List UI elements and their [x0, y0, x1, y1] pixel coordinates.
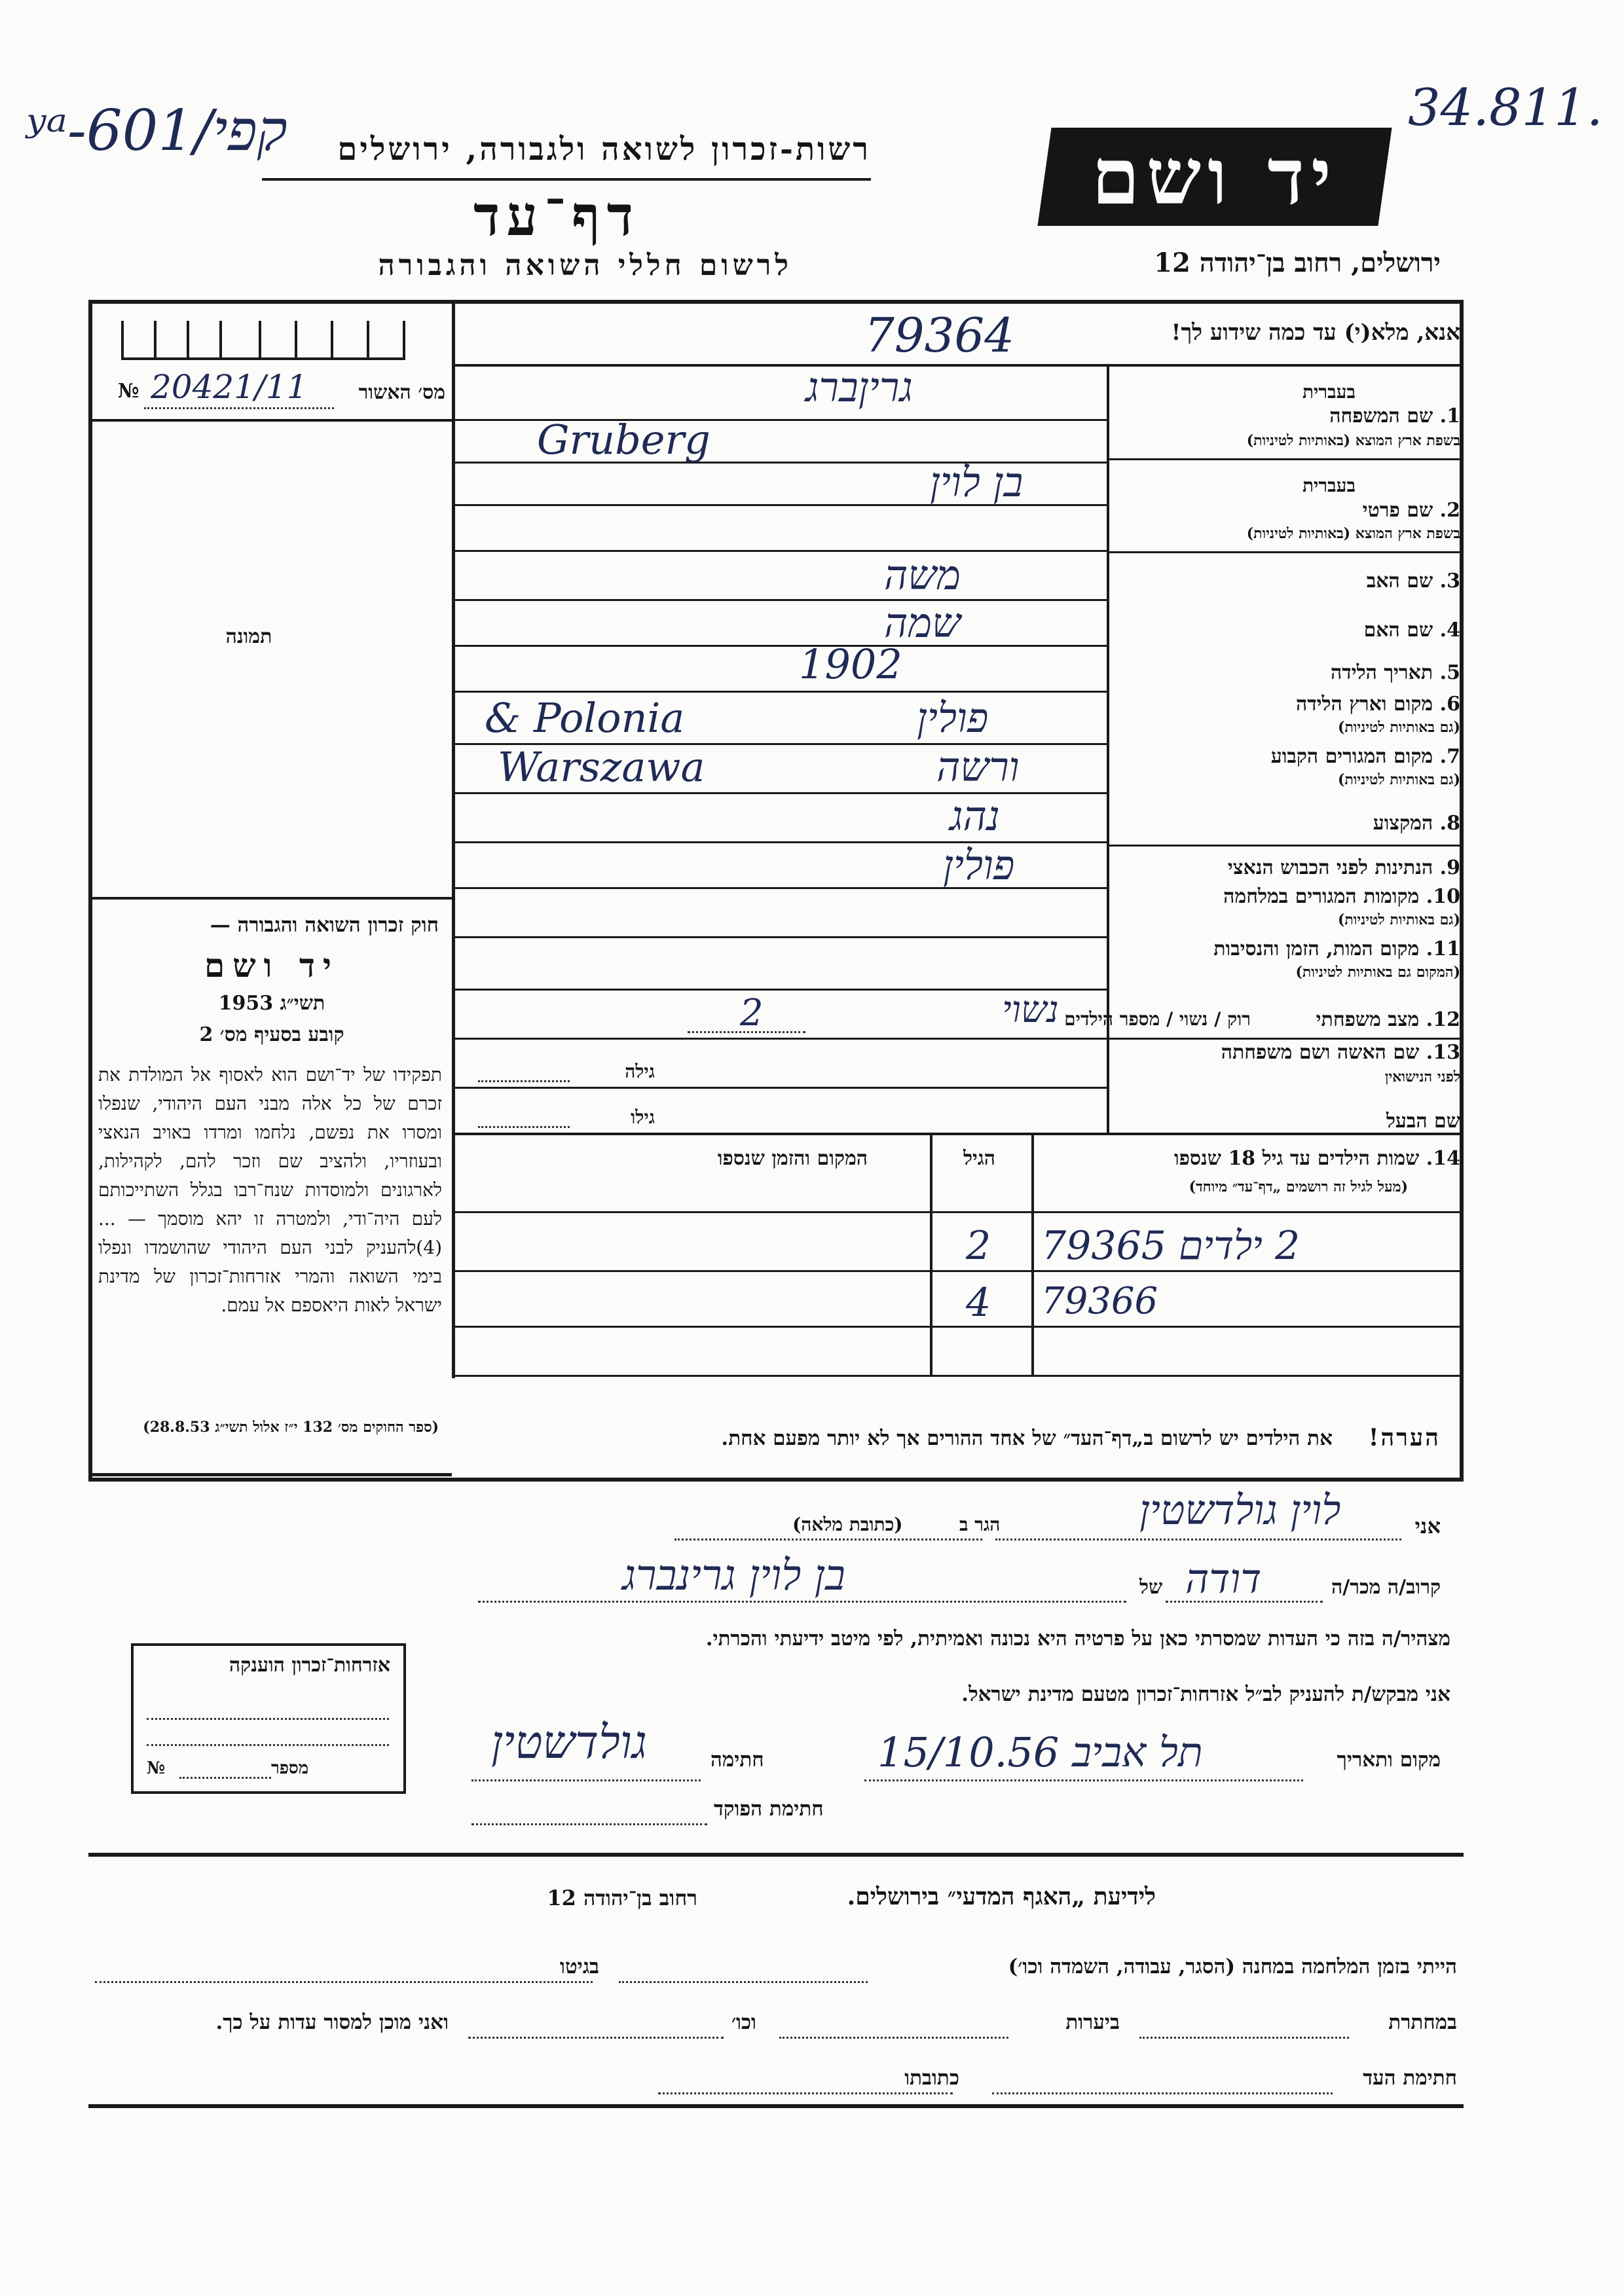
field-2-value: בן לוין — [930, 458, 1024, 506]
field-7-value-hebrew: ורשה — [936, 743, 1020, 791]
field-3-value: משה — [884, 551, 961, 599]
declaration-statement: מצהיר/ה בזה כי העדות שמסרתי כאן על פרטיה היא נכונה ואמיתית, לפי מיטב ידיעתי והכרתי. — [705, 1627, 1450, 1650]
field-9-label: 9. הנתינות לפני הכבוש הנאצי — [1227, 856, 1460, 879]
photo-label: תמונה — [225, 625, 272, 648]
footer-box: לידיעת „האגף המדעי״ בירושלים. רחוב בן־יהודה 12 הייתי בזמן המלחמה במחנה (הסגר, עבודה, השמדה וכו׳) בגיטו במחתרת ביערות וכו׳ ואני מוכן למסור עדות על כך. חתימת העד כתובתו — [88, 1853, 1464, 2108]
field-7-value-latin: Warszawa — [498, 743, 705, 791]
field-1-sub: בשפת ארץ המוצא (באותיות לטיניות) — [1246, 432, 1460, 449]
field-3-label: 3. שם האב — [1366, 570, 1460, 592]
organization-line: רשות-זכרון לשואה ולגבורה, ירושלים — [337, 131, 871, 168]
handwritten-annotation-top-right: 34.811. — [1408, 79, 1603, 137]
field-7-label: 7. מקום המגורים הקבוע — [1270, 745, 1460, 768]
note: הערה! את הילדים יש לרשום ב„דף־העד״ של אחד ההורים אך לא יותר מפעם אחת. — [721, 1424, 1441, 1451]
field-12-status: נשוי — [1002, 989, 1059, 1031]
field-10-sub: (גם באותיות לטיניות) — [1337, 911, 1460, 928]
field-9-value: פולין — [943, 841, 1015, 889]
field-8-label: 8. המקצוע — [1373, 812, 1460, 835]
field-1-lang-tag: בעברית — [1302, 381, 1356, 403]
declaration-line-1: אני לוין גולדשטין הגר ב (כתובת מלאה) — [471, 1499, 1454, 1545]
field-1-value-hebrew: גריןברג — [805, 363, 913, 411]
declaration-line-place-date: מקום ותאריך תל אביב 15/10.56 חתימה גולדשטין — [471, 1728, 1454, 1787]
field-4-value: שמה — [884, 599, 961, 647]
field-5-label: 5. תאריך הלידה — [1331, 661, 1460, 684]
footer-address: רחוב בן־יהודה 12 — [547, 1886, 697, 1910]
field-7-sub: (גם באותיות לטיניות) — [1337, 771, 1460, 788]
field-11-label: 11. מקום המות, הזמן והנסיבות — [1213, 938, 1460, 960]
field-13-label: 13. שם האשה ושם משפחתה — [1221, 1041, 1460, 1064]
field-5-value: 1902 — [799, 640, 902, 688]
field-2-lang-tag: בעברית — [1302, 475, 1356, 496]
handwritten-record-id: 79364 — [864, 308, 1015, 363]
husband-label: שם הבעל — [1386, 1110, 1460, 1133]
children-col-names: 14. שמות הילדים עד גיל 18 שנספו — [1173, 1147, 1460, 1170]
field-6-value-hebrew: פולין — [917, 694, 989, 742]
yad-vashem-logo: יד ושם — [1037, 128, 1392, 226]
children-col-names-sub: (מעל לגיל זה רושמים „דף־עד״ מיוחד) — [1189, 1178, 1408, 1195]
field-6-value-latin: & Polonia — [485, 694, 685, 742]
field-1-label: 1. שם המשפחה — [1329, 405, 1460, 428]
field-11-sub: (המקום גם באותיות לטיניות) — [1295, 964, 1460, 981]
declaration-line-2: קרוב/ה מכר/ה דודה של בן לוין גרינברג — [471, 1561, 1454, 1607]
declaration-request: אני מבקש/ת להעניק לב״ל אזרחות־זכרון מטעם מדינת ישראל. — [961, 1683, 1450, 1706]
handwritten-annotation-top-left: ʸᵃ-601/קפי — [26, 98, 287, 164]
field-12-options: רוק / נשוי / מספר הילדים — [1064, 1008, 1251, 1030]
field-6-label: 6. מקום וארץ הלידה — [1295, 693, 1460, 716]
husband-age-label: גילו — [631, 1106, 655, 1128]
intro-prompt: אנא, מלא(י) עד כמה שידוע לך! — [1171, 319, 1460, 346]
wife-age-label: גילה — [625, 1061, 655, 1082]
field-2-label: 2. שם פרטי — [1362, 499, 1460, 522]
children-col-place: המקום והזמן שנספו — [717, 1147, 868, 1170]
field-8-value: נהג — [950, 792, 1000, 840]
child-row-1-name: 2 ילדים 79365 — [1041, 1223, 1301, 1269]
footer-heading: לידיעת „האגף המדעי״ בירושלים. — [847, 1883, 1156, 1910]
field-1-value-latin: Gruberg — [537, 416, 710, 464]
field-2-sub: בשפת ארץ המוצא (באותיות לטיניות) — [1246, 525, 1460, 542]
field-6-sub: (גם באותיות לטיניות) — [1337, 719, 1460, 736]
form-title: דף־עד — [473, 183, 640, 248]
field-12-children-count: 2 — [740, 992, 764, 1034]
approval-number: № 20421/11 מס׳ האשור — [118, 373, 445, 412]
address: ירושלים, רחוב בן־יהודה 12 — [1154, 247, 1441, 278]
tally-boxes — [121, 321, 422, 360]
field-4-label: 4. שם האם — [1363, 619, 1460, 642]
law-box: חוק זכרון השואה והגבורה — יד ושם תשי״ג 1953 קובע בסעיף מס׳ 2 תפקידו של יד־ושם הוא לאסוף אל המולדת את זכרם של כל אלה מבני העם היהודי, שנפלו ומסרו את נפשם, נלחמו ומרדו באויב הנאצי ובעוזריו, ולהציב שם וזכר להם, לקהילות, לארגונים ולמוסדות שנח־רבו בגלל השתייכותם לעם היה־ודי, ולמטרה זו יהא מוסמך — ...(4)להעניק לבני העם היהודי שהושמדו ונפלו בימי השואה והמרי אזרחות־זכרון של מדינת ישראל לאות היאספם אל עמם. (ספר החוקים מס׳ 132 י״ז אלול תשי״ג 28.8.53) — [92, 900, 452, 1476]
child-row-2-name: 79366 — [1041, 1280, 1158, 1322]
field-13-sub: לפני הנישואין — [1384, 1068, 1460, 1085]
field-12-label: 12. מצב משפחתי — [1316, 1008, 1460, 1031]
form-subtitle: לרשום חללי השואה והגבורה — [378, 249, 792, 282]
org-underline — [262, 178, 871, 181]
children-col-age: הגיל — [963, 1147, 995, 1170]
citizenship-box: אזרחות־זכרון הוענקה № מספר — [131, 1643, 406, 1794]
officer-signature-line: חתימת הפוקד — [471, 1791, 995, 1830]
child-row-1-age: 2 — [966, 1223, 991, 1269]
child-row-2-age: 4 — [966, 1280, 991, 1326]
field-10-label: 10. מקומות המגורים במלחמה — [1223, 885, 1460, 908]
